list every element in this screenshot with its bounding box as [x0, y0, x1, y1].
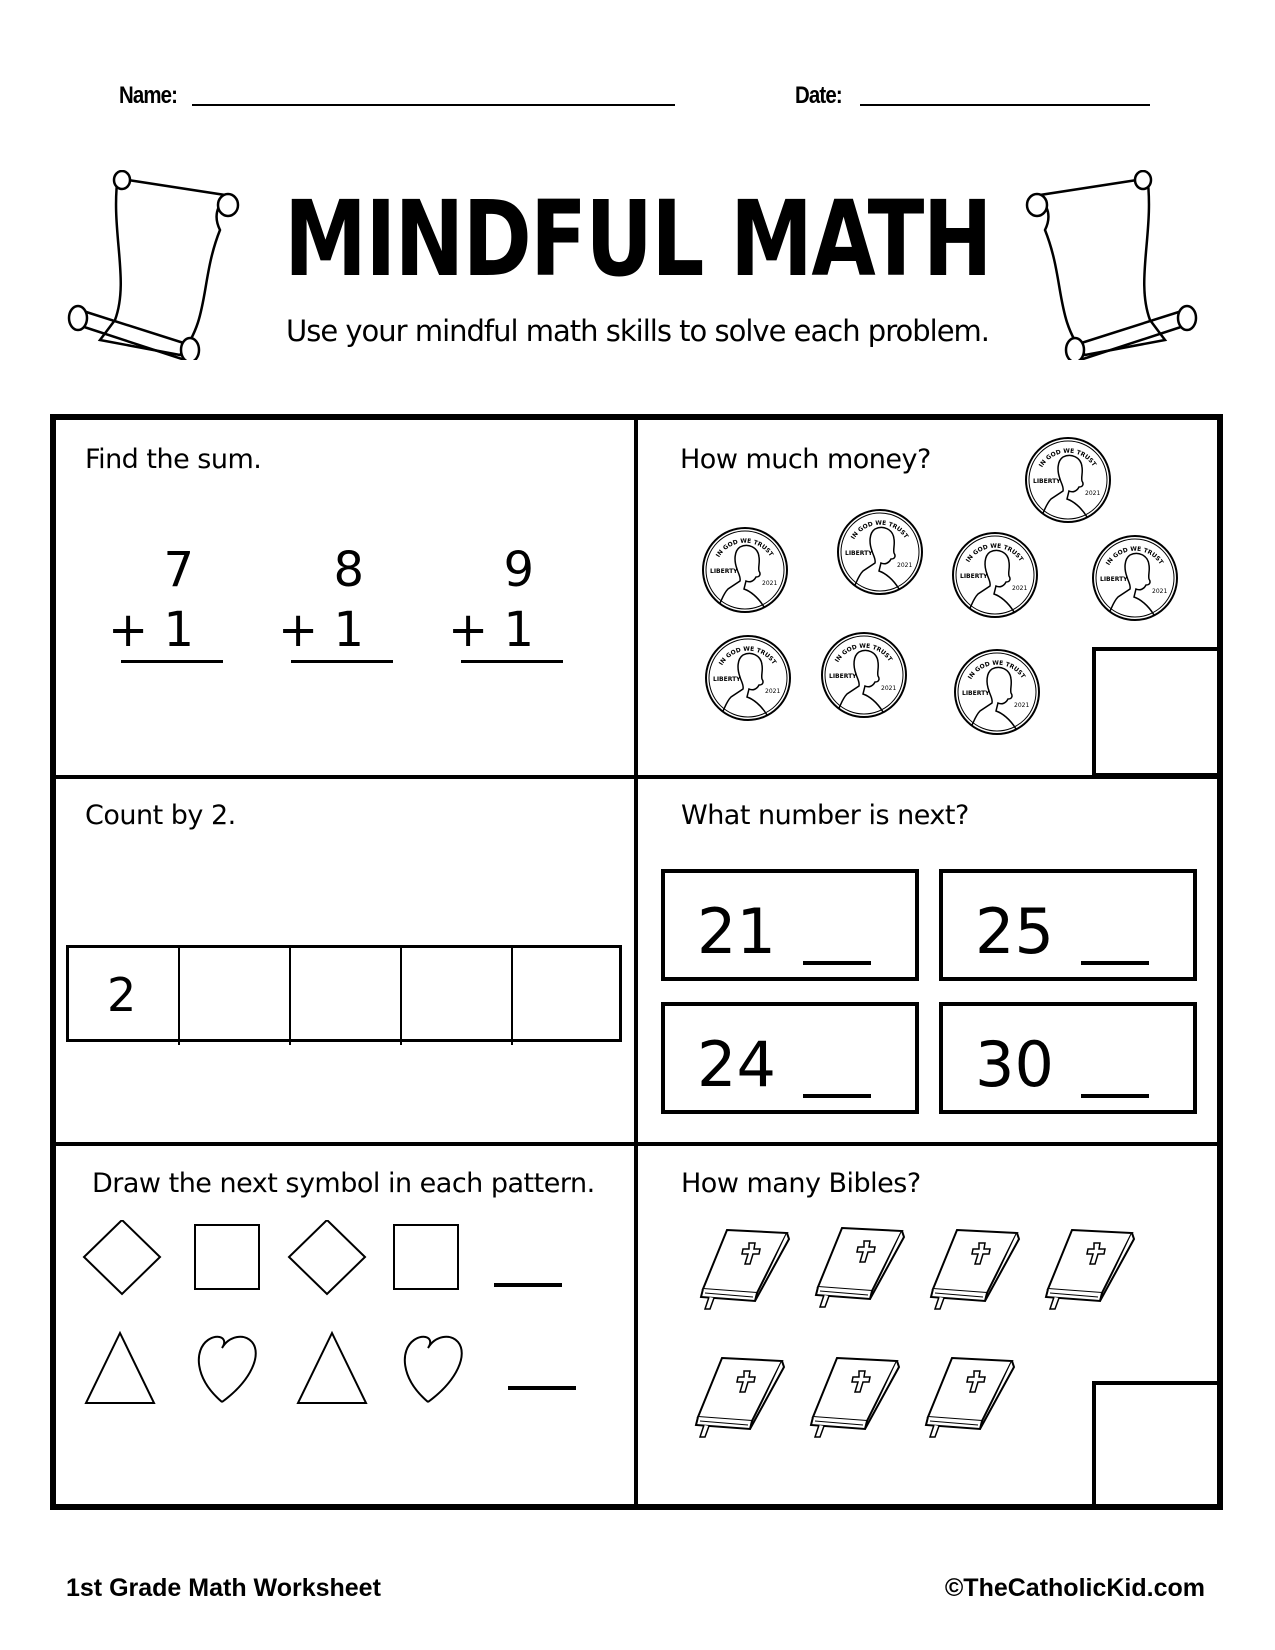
addend: + 1: [107, 602, 194, 658]
penny-icon: [952, 647, 1042, 737]
penny-icon: [1090, 533, 1180, 623]
number: 21: [697, 895, 776, 968]
addend: 7: [163, 542, 194, 598]
triangle-shape: [298, 1333, 366, 1403]
diamond-shape: [289, 1220, 365, 1294]
heart-shape: [405, 1337, 462, 1402]
divider: [50, 1142, 1223, 1146]
answer-line: [803, 1094, 871, 1098]
next-prompt: What number is next?: [681, 800, 969, 831]
answer-line: [1081, 1094, 1149, 1098]
addend: + 1: [447, 602, 534, 658]
triangle-shape: [86, 1333, 154, 1403]
divider: [50, 775, 1223, 779]
bible-icon: [695, 1225, 795, 1315]
footer-grade: 1st Grade Math Worksheet: [66, 1574, 381, 1602]
number: 24: [697, 1028, 776, 1101]
number: 30: [975, 1028, 1054, 1101]
answer-line[interactable]: [291, 660, 393, 663]
date-label: Date:: [795, 82, 842, 109]
addend: 9: [503, 542, 534, 598]
name-label: Name:: [119, 82, 178, 109]
money-prompt: How much money?: [680, 444, 931, 475]
next-number-box[interactable]: [939, 869, 1197, 981]
count-cell[interactable]: [402, 948, 513, 1045]
bible-icon: [920, 1353, 1020, 1443]
page-title: MINDFUL MATH: [284, 178, 991, 300]
answer-line[interactable]: [461, 660, 563, 663]
bible-icon: [1040, 1225, 1140, 1315]
count-boxes: [66, 945, 622, 1042]
square-shape: [394, 1225, 458, 1289]
next-number-box[interactable]: [939, 1002, 1197, 1114]
penny-icon: [700, 525, 790, 615]
count-cell[interactable]: [513, 948, 624, 1045]
penny-icon: [835, 507, 925, 597]
count-cell[interactable]: [180, 948, 291, 1045]
penny-icon: [819, 630, 909, 720]
sum-prompt: Find the sum.: [85, 444, 262, 475]
bible-icon: [925, 1225, 1025, 1315]
bible-icon: [810, 1223, 910, 1313]
number: 25: [975, 895, 1054, 968]
name-field[interactable]: [192, 104, 675, 106]
penny-icon: [1023, 435, 1113, 525]
answer-line[interactable]: [121, 660, 223, 663]
penny-icon: [703, 633, 793, 723]
pattern-shapes: [80, 1220, 600, 1430]
answer-line: [494, 1283, 562, 1287]
answer-line: [803, 961, 871, 965]
bibles-answer-box[interactable]: [1092, 1381, 1223, 1510]
instructions: Use your mindful math skills to solve each problem.: [286, 314, 989, 348]
count-cell[interactable]: [291, 948, 402, 1045]
answer-line: [508, 1386, 576, 1390]
penny-icon: [950, 530, 1040, 620]
divider: [634, 414, 638, 1510]
addend: + 1: [277, 602, 364, 658]
count-cell[interactable]: [69, 948, 180, 1045]
bible-icon: [805, 1353, 905, 1443]
bible-icon: [690, 1353, 790, 1443]
footer-copyright: ©TheCatholicKid.com: [944, 1574, 1205, 1602]
addend: 8: [333, 542, 364, 598]
money-answer-box[interactable]: [1092, 647, 1223, 777]
count-value: 2: [107, 968, 137, 1022]
bibles-prompt: How many Bibles?: [681, 1168, 921, 1199]
next-number-box[interactable]: [661, 869, 919, 981]
answer-line: [1081, 961, 1149, 965]
heart-shape: [199, 1337, 256, 1402]
diamond-shape: [84, 1220, 160, 1294]
count-prompt: Count by 2.: [85, 800, 236, 831]
square-shape: [195, 1225, 259, 1289]
pattern-prompt: Draw the next symbol in each pattern.: [92, 1168, 595, 1199]
date-field[interactable]: [860, 104, 1150, 106]
next-number-box[interactable]: [661, 1002, 919, 1114]
